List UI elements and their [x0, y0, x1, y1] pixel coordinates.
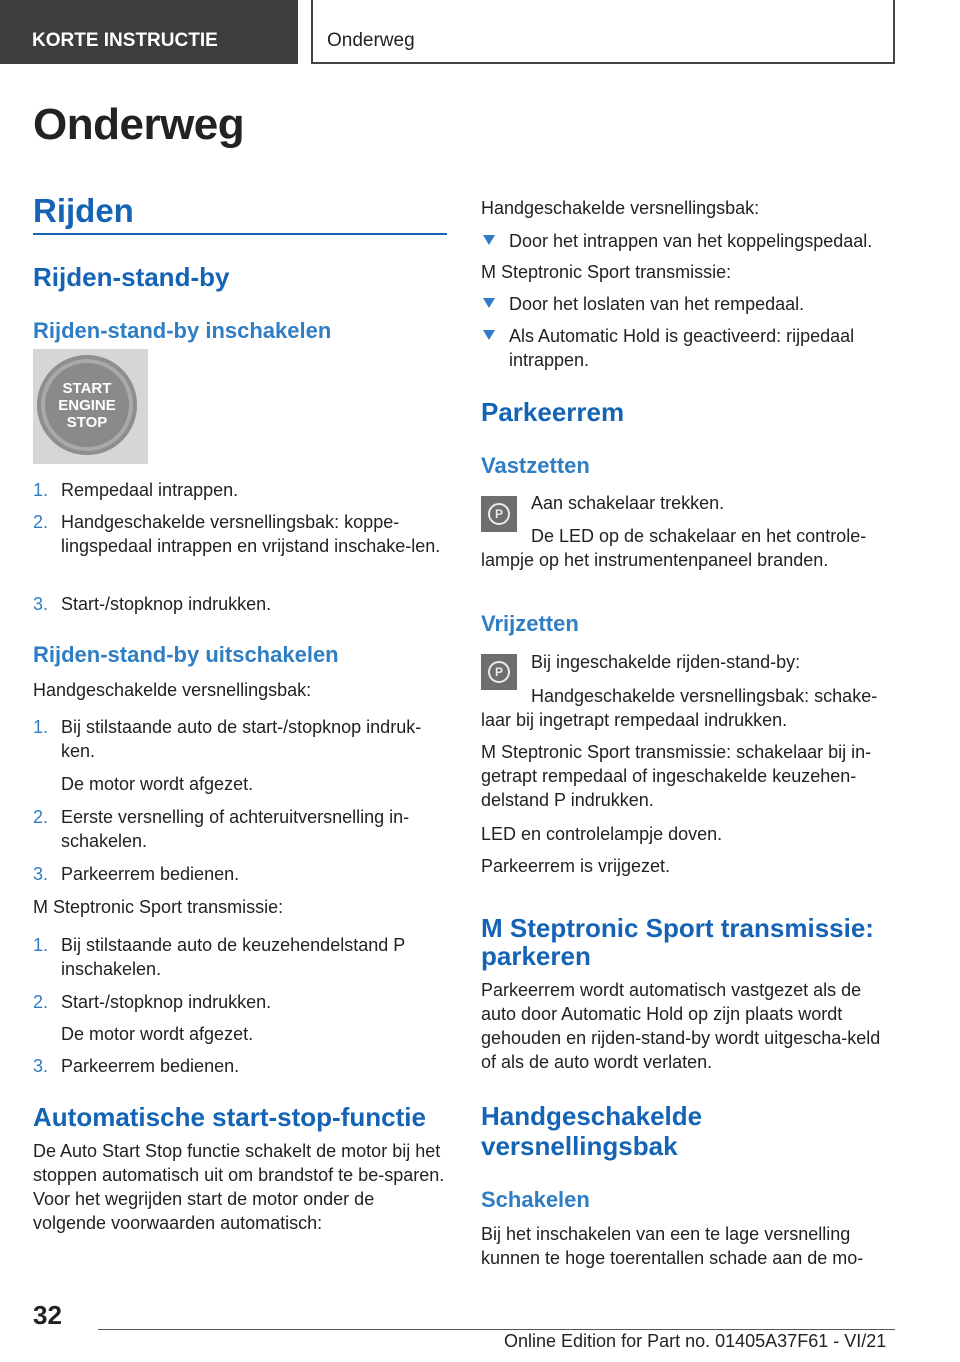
button-image-text: ENGINE: [58, 396, 116, 414]
list-item: 2. Start-/stopknop indrukken.: [33, 992, 272, 1012]
vrij-led: LED en controlelampje doven.: [481, 824, 723, 844]
list-item: Door het intrappen van het koppelingspedaal.: [481, 229, 896, 253]
list-item: 2. Eerste versnelling of achteruitversnelling in‐schakelen.: [33, 807, 410, 851]
footer-edition: Online Edition for Part no. 01405A37F61 - VI/21: [504, 1331, 887, 1351]
list-item: 1. Bij stilstaande auto de start-/stopknop indruk‐ken.: [33, 717, 422, 761]
vrij-done: Parkeerrem is vrijgezet.: [481, 856, 671, 876]
heading-inschakelen: Rijden-stand-by inschakelen: [33, 318, 332, 343]
start-engine-stop-button-image: [33, 349, 148, 464]
heading-vastzetten: Vastzetten: [481, 453, 590, 478]
list-item: 3. Start-/stopknop indrukken.: [33, 594, 272, 614]
heading-standby: Rijden-stand-by: [33, 262, 230, 292]
list-item: Als Automatic Hold is geactiveerd: rijpedaal intrappen.: [481, 324, 896, 372]
list-item: 3. Parkeerrem bedienen.: [33, 1056, 240, 1076]
vast-line1: Aan schakelaar trekken.: [531, 493, 725, 513]
steptronic-park-text: Parkeerrem wordt automatisch vastgezet als de auto door Automatic Hold op zijn plaats wordt gehouden en rijden-stand-by wordt uitgescha‐keld of als de auto wordt verlaten.: [481, 980, 881, 1072]
vrij-steptronic: M Steptronic Sport transmissie: schakelaar bij in‐getrapt rempedaal of ingeschakelde keuzehen‐delstand P indrukken.: [481, 742, 872, 810]
vrij-line1: Bij ingeschakelde rijden-stand-by:: [531, 652, 801, 672]
heading-handgeschakeld: Handgeschakelde versnellingsbak: [481, 1101, 703, 1161]
list-item: De motor wordt afgezet.: [61, 774, 254, 794]
parking-brake-icon: P: [481, 654, 517, 690]
triangle-bullet-icon: [483, 298, 495, 308]
heading-schakelen: Schakelen: [481, 1187, 590, 1212]
heading-steptronic-park: M Steptronic Sport transmissie: parkeren: [481, 913, 874, 971]
heading-autostart: Automatische start-stop-functie: [33, 1102, 426, 1132]
heading-uitschakelen: Rijden-stand-by uitschakelen: [33, 642, 339, 667]
list-item: 1. Bij stilstaande auto de keuzehendelstand P inschakelen.: [33, 935, 405, 979]
triangle-bullet-icon: [483, 235, 495, 245]
button-image-text: STOP: [66, 413, 108, 431]
list-item: 2. Handgeschakelde versnellingsbak: koppe‐lingspedaal intrappen en vrijstand inschake‐len.: [33, 512, 441, 556]
schakelen-text: Bij het inschakelen van een te lage versnelling kunnen te hoge toerentallen schade aan de mo‐: [481, 1224, 864, 1268]
section-tab[interactable]: Onderweg: [311, 0, 895, 64]
heading-rijden: Rijden: [33, 192, 134, 229]
manual-label: Handgeschakelde versnellingsbak:: [33, 680, 312, 700]
heading-rule: [33, 233, 447, 235]
vrij-manual: Handgeschakelde versnellingsbak: schake‐laar bij ingetrapt rempedaal indrukken.: [481, 686, 878, 730]
parking-brake-icon: P: [481, 496, 517, 532]
autostart-text: De Auto Start Stop functie schakelt de motor bij het stoppen automatisch uit om brandstof te be‐sparen. Voor het wegrijden start de motor onder de volgende voorwaarden automatisch:: [33, 1141, 445, 1233]
manual-label: Handgeschakelde versnellingsbak:: [481, 198, 760, 218]
vast-text: De LED op de schakelaar en het controle‐lampje op het instrumentenpaneel branden.: [481, 526, 867, 570]
steptronic-label: M Steptronic Sport transmissie:: [33, 897, 284, 917]
button-image-text: START: [62, 379, 112, 397]
list-item: De motor wordt afgezet.: [61, 1024, 254, 1044]
page-title: Onderweg: [33, 100, 245, 149]
list-item: 1. Rempedaal intrappen.: [33, 480, 239, 500]
chapter-tab[interactable]: KORTE INSTRUCTIE: [0, 0, 298, 64]
steptronic-label: M Steptronic Sport transmissie:: [481, 262, 732, 282]
list-item: Door het loslaten van het rempedaal.: [481, 292, 896, 316]
list-item: 3. Parkeerrem bedienen.: [33, 864, 240, 884]
footer-rule: [98, 1329, 895, 1330]
heading-parkeerrem: Parkeerrem: [481, 397, 625, 427]
heading-vrijzetten: Vrijzetten: [481, 611, 579, 636]
page-number: 32: [33, 1300, 62, 1330]
triangle-bullet-icon: [483, 330, 495, 340]
